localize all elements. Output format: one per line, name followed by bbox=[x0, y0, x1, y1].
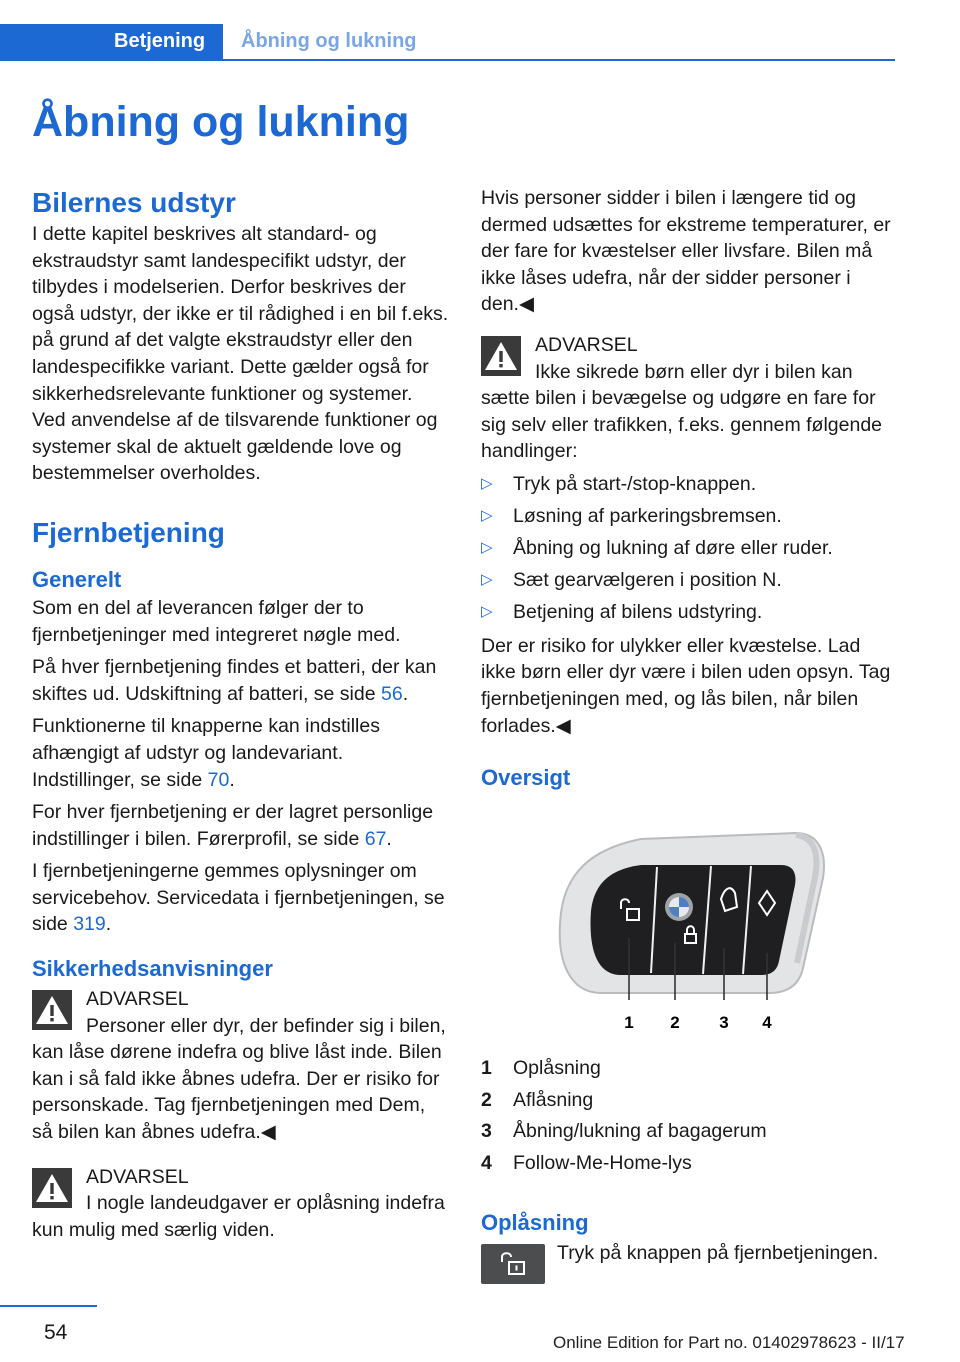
triangle-bullet-icon: ▷ bbox=[481, 602, 493, 620]
oplaasning-block bbox=[481, 1238, 891, 1267]
hazard-action-list bbox=[481, 471, 891, 631]
heading-fjernbetjening: Fjernbetjening bbox=[32, 516, 225, 548]
figure-number-1: 1 bbox=[624, 1013, 634, 1033]
warning-text: Personer eller dyr, der befinder sig i bilen, kan låse dørene indefra og blive låst inde. Bilen kan i så fald ikke åbnes udefra. Der er risiko for personskade. Tag fjernbetjeningen med Dem, så bilen kan åbnes udefra.◀ bbox=[32, 1014, 446, 1144]
warning-block-2 bbox=[32, 1164, 450, 1244]
warning-icon bbox=[481, 336, 521, 376]
warning-label: ADVARSEL bbox=[86, 1165, 189, 1188]
header-section-label: Betjening bbox=[114, 30, 206, 52]
triangle-bullet-icon: ▷ bbox=[481, 538, 493, 556]
warning-label: ADVARSEL bbox=[86, 988, 189, 1011]
page-title: Åbning og lukning bbox=[32, 98, 410, 146]
warning-label: ADVARSEL bbox=[535, 333, 638, 356]
right-column bbox=[481, 185, 891, 1284]
warning-icon bbox=[32, 990, 72, 1030]
legend-row: 3 Åbning/lukning af bagagerum bbox=[481, 1120, 767, 1143]
footer-rule bbox=[0, 1305, 97, 1307]
heading-sikkerhedsanvisninger: Sikkerhedsanvisninger bbox=[32, 956, 273, 982]
triangle-bullet-icon: ▷ bbox=[481, 570, 493, 588]
figure-number-3: 3 bbox=[719, 1013, 729, 1033]
generelt-p2: På hver fjernbetjening findes et batteri, der kan skiftes ud. Udskiftning af batteri, se side 56. bbox=[32, 656, 437, 705]
oplaasning-text: Tryk på knappen på fjernbetjeningen. bbox=[557, 1241, 879, 1264]
continued-warning-text: Hvis personer sidder i bilen i længere tid og dermed udsættes for ekstreme temperaturer, er der fare for kvæstelser eller livsfare. Bilen må ikke låses udefra, når der sidder personer i den.◀ bbox=[481, 187, 891, 316]
legend-row: 1 Oplåsning bbox=[481, 1057, 601, 1080]
page-number: 54 bbox=[44, 1321, 68, 1344]
heading-oversigt: Oversigt bbox=[481, 765, 571, 791]
page-link-70[interactable]: 70 bbox=[207, 768, 230, 791]
triangle-bullet-icon: ▷ bbox=[481, 474, 493, 492]
unlock-button-icon bbox=[481, 1244, 545, 1284]
generelt-p5: I fjernbetjeningerne gemmes oplysninger om servicebehov. Servicedata i fjernbetjeningen, se side 319. bbox=[32, 860, 445, 936]
figure-number-2: 2 bbox=[670, 1013, 680, 1033]
warning-text: I nogle landeudgaver er oplåsning indefra kun mulig med særlig viden. bbox=[32, 1192, 445, 1241]
list-item: ▷ Løsning af parkeringsbremsen. bbox=[481, 503, 891, 535]
warning-text: Ikke sikrede børn eller dyr i bilen kan sætte bilen i bevægelse og udgøre en fare for sig selv eller trafikken, f.eks. gennem følgende handlinger: bbox=[481, 360, 883, 463]
edition-note: Online Edition for Part no. 01402978623 - II/17 bbox=[553, 1333, 905, 1352]
figure-number-4: 4 bbox=[762, 1013, 772, 1033]
left-column bbox=[32, 185, 450, 1249]
header-subsection: Åbning og lukning bbox=[241, 30, 417, 52]
unlock-icon bbox=[481, 1244, 545, 1284]
figure-legend bbox=[481, 1055, 891, 1181]
generelt-p3: Funktionerne til knapperne kan indstilles afhængigt af udstyr og landevariant. Indstillinger, se side 70. bbox=[32, 715, 380, 791]
after-list-text: Der er risiko for ulykker eller kvæstelse. Lad ikke børn eller dyr være i bilen uden opsyn. Tag fjernbetjeningen med, og lås bilen, når bilen forlades.◀ bbox=[481, 634, 891, 737]
heading-bilernes-udstyr: Bilernes udstyr bbox=[32, 187, 236, 218]
list-item: ▷ Sæt gearvælgeren i position N. bbox=[481, 567, 891, 599]
page-link-67[interactable]: 67 bbox=[364, 827, 387, 850]
header-rule bbox=[0, 59, 895, 61]
key-fob-illustration bbox=[481, 803, 891, 1033]
generelt-p1: Som en del af leverancen følger der to fjernbetjeninger med integreret nøgle med. bbox=[32, 596, 401, 646]
page-link-319[interactable]: 319 bbox=[73, 913, 106, 936]
triangle-bullet-icon: ▷ bbox=[481, 506, 493, 524]
list-item: ▷ Betjening af bilens udstyring. bbox=[481, 599, 891, 631]
bilernes-text: I dette kapitel beskrives alt standard- og ekstraudstyr samt landespecifikt udstyr, der tilbydes i modelserien. Derfor beskrives der også udstyr, der ikke er til rådighed i en bil f.eks. på grund af det valgte ekstraudstyr eller den landespecifikke variant. Dette gælder også for sikkerhedsrelevante funktioner og systemer. Ved anvendelse af de tilsvarende funktioner og systemer skal de aktuelt gældende love og bestemmelser overholdes. bbox=[32, 223, 449, 485]
list-item: ▷ Åbning og lukning af døre eller ruder. bbox=[481, 535, 891, 567]
fob-button-panel bbox=[591, 865, 796, 975]
warning-block-1 bbox=[32, 986, 450, 1146]
list-item: ▷ Tryk på start-/stop-knappen. bbox=[481, 471, 891, 503]
warning-icon bbox=[32, 1168, 72, 1208]
legend-row: 4 Follow-Me-Home-lys bbox=[481, 1152, 692, 1175]
warning-block-3 bbox=[481, 332, 891, 465]
header-section-tab bbox=[0, 24, 223, 61]
legend-row: 2 Aflåsning bbox=[481, 1088, 594, 1111]
emblem-icon bbox=[665, 893, 693, 921]
page-link-56[interactable]: 56 bbox=[381, 682, 403, 705]
heading-generelt: Generelt bbox=[32, 566, 122, 592]
generelt-p4: For hver fjernbetjening er der lagret personlige indstillinger i bilen. Førerprofil, se side 67. bbox=[32, 801, 434, 850]
heading-oplaasning: Oplåsning bbox=[481, 1209, 589, 1235]
